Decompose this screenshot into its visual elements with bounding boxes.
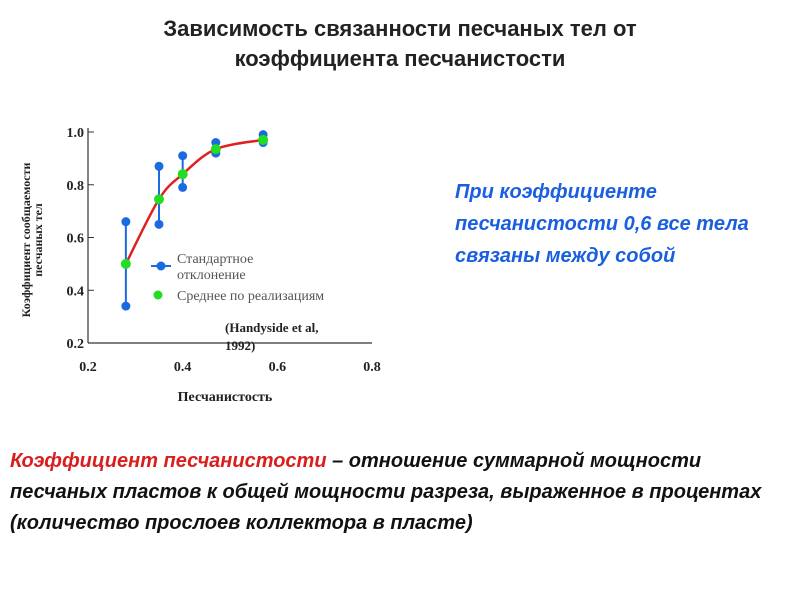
legend-label-mean: Среднее по реализациям (177, 289, 325, 304)
y-axis-label-line-2: песчаных тел (31, 203, 45, 277)
x-tick-label: 0.2 (79, 360, 97, 375)
error-bar-cap-low (121, 302, 130, 311)
y-tick-label: 0.6 (66, 231, 84, 247)
x-tick-label: 0.4 (173, 360, 192, 375)
error-bar-cap-low (155, 220, 164, 229)
note-text: При коэффициенте песчанистости 0,6 все тела связаны между собой (455, 181, 749, 267)
y-tick-label: 0.8 (66, 178, 84, 194)
chart-legend (151, 252, 324, 304)
error-bar-cap-low (178, 183, 187, 192)
definition-text (10, 446, 785, 539)
x-tick-label: 0.8 (363, 360, 381, 375)
mean-point (121, 259, 131, 269)
title-line-2: коэффициента песчанистости (234, 46, 566, 71)
error-bar-cap-high (121, 217, 130, 226)
legend-label-std: Стандартное (177, 252, 254, 267)
x-axis-label: Песчанистость (177, 390, 273, 405)
legend-marker-mean (154, 291, 163, 300)
mean-point (258, 135, 268, 145)
chart-plot (121, 130, 268, 310)
mean-point (154, 194, 164, 204)
mean-point (211, 144, 221, 154)
definition-term: Коэффициент песчанистости (10, 450, 327, 472)
y-axis-label-line-1: Коэффициент сообщаемости (19, 162, 33, 318)
y-tick-label: 0.2 (66, 337, 84, 352)
error-bar-cap-high (155, 162, 164, 171)
definition-body: – отношение суммарной мощности песчаных пластов к общей мощности разреза, выраженное в процентах (количество прослоев коллектора в пласте) (10, 450, 762, 534)
chart-axes (67, 126, 381, 375)
fit-curve (126, 140, 263, 264)
legend-marker-std (157, 262, 166, 271)
error-bar-cap-high (178, 151, 187, 160)
title-line-1: Зависимость связанности песчаных тел от (163, 16, 637, 41)
chart-annotation: (Handyside et al, 1992) (225, 320, 319, 353)
legend-label-std-line-2: отклонение (177, 268, 246, 283)
mean-point (178, 169, 188, 179)
y-tick-label: 1.0 (66, 126, 84, 141)
y-tick-label: 0.4 (66, 284, 84, 300)
x-tick-label: 0.6 (268, 360, 287, 375)
